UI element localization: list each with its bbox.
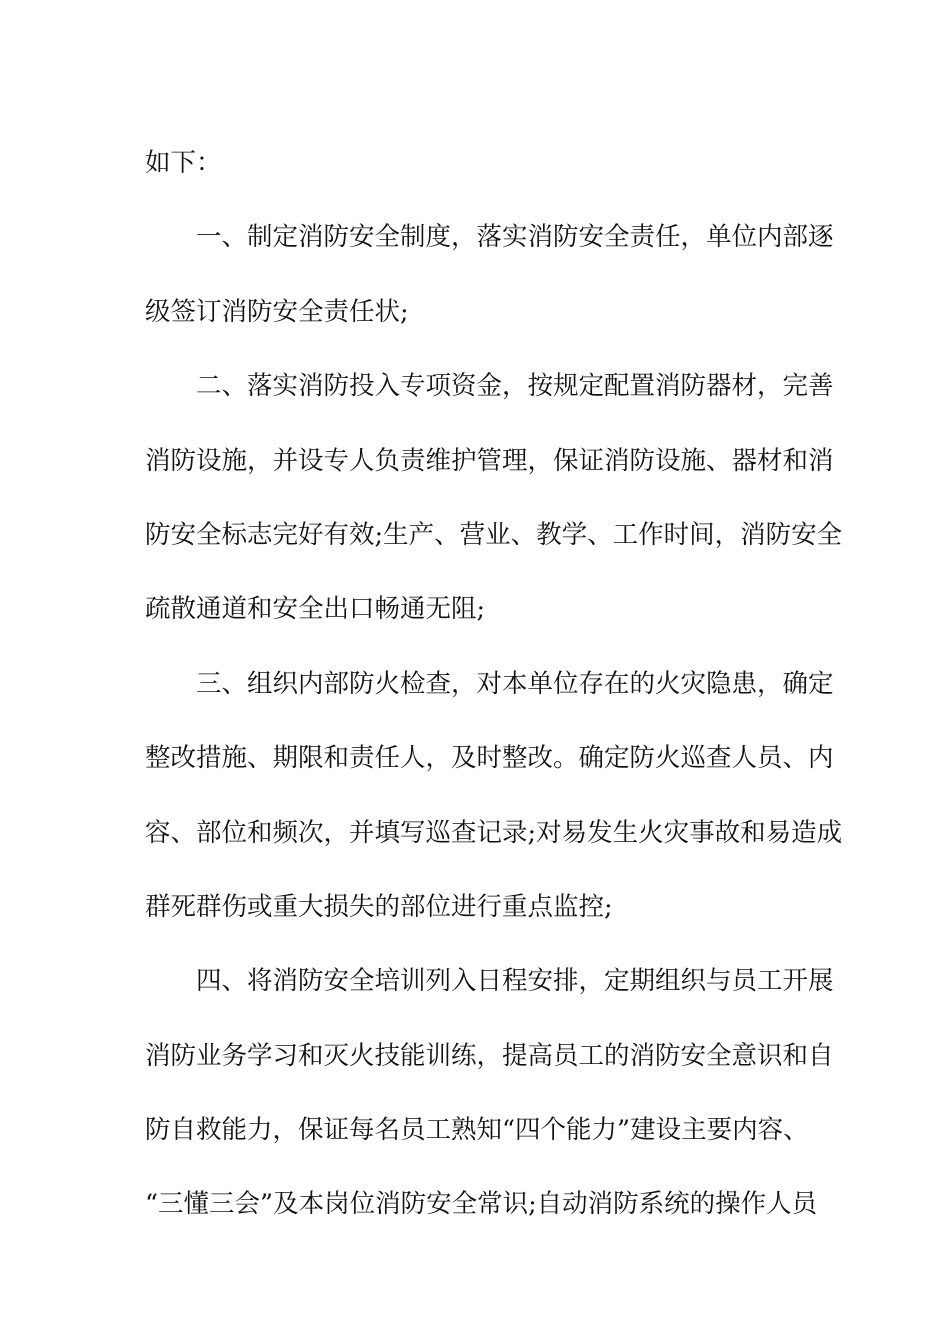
paragraph-item-1 bbox=[145, 200, 834, 349]
text-line: 一、制定消防安全制度，落实消防安全责任，单位内部逐 bbox=[196, 222, 834, 253]
text-line: 防自救能力，保证每名员工熟知“四个能力”建设主要内容、 bbox=[145, 1115, 809, 1146]
text-line: 如下： bbox=[145, 148, 222, 178]
paragraph-item-3 bbox=[145, 647, 843, 945]
paragraph-item-2 bbox=[145, 349, 843, 647]
text-line: 群死群伤或重大损失的部位进行重点监控; bbox=[145, 891, 613, 922]
text-line: “三懂三会”及本岗位消防安全常识;自动消防系统的操作人员 bbox=[145, 1189, 818, 1220]
text-line: 四、将消防安全培训列入日程安排，定期组织与员工开展 bbox=[196, 966, 834, 997]
paragraph-item-4 bbox=[145, 944, 834, 1242]
text-line: 整改措施、期限和责任人，及时整改。确定防火巡查人员、内 bbox=[145, 743, 834, 774]
text-line: 三、组织内部防火检查，对本单位存在的火灾隐患，确定 bbox=[196, 668, 834, 699]
text-line: 二、落实消防投入专项资金，按规定配置消防器材，完善 bbox=[196, 371, 834, 402]
text-line: 防安全标志完好有效;生产、营业、教学、工作时间，消防安全 bbox=[145, 519, 843, 550]
document-body bbox=[145, 126, 843, 1242]
text-line: 疏散通道和安全出口畅通无阻; bbox=[145, 594, 486, 625]
text-line: 容、部位和频次，并填写巡查记录;对易发生火灾事故和易造成 bbox=[145, 817, 843, 848]
text-line: 级签订消防安全责任状; bbox=[145, 296, 409, 327]
text-line: 消防设施，并设专人负责维护管理，保证消防设施、器材和消 bbox=[145, 445, 834, 476]
paragraph-intro bbox=[145, 126, 810, 200]
text-line: 消防业务学习和灭火技能训练，提高员工的消防安全意识和自 bbox=[145, 1040, 834, 1071]
